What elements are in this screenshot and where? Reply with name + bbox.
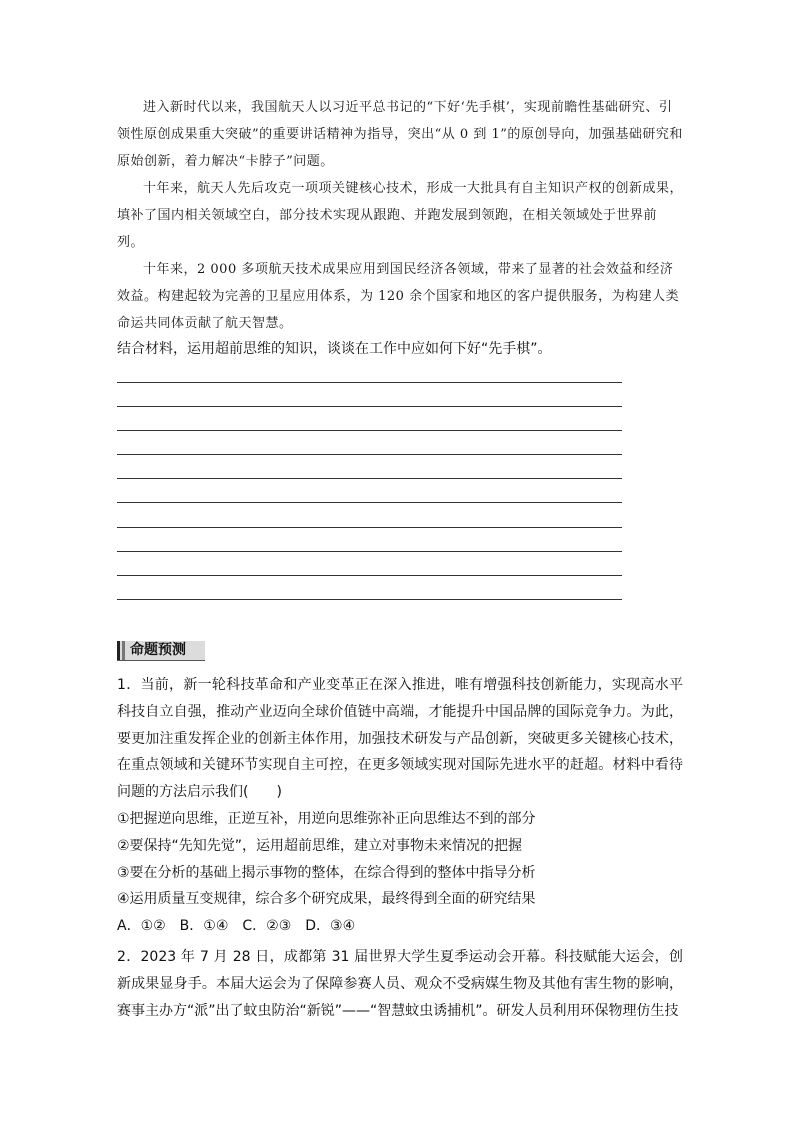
question-1-option-1: ①把握逆向思维，正逆互补，用逆向思维弥补正向思维达不到的部分: [117, 810, 536, 827]
section-header: [117, 641, 205, 661]
material-passage: [117, 94, 683, 337]
question-1-option-2: ②要保持“先知先觉”，运用超前思维，建立对事物未来情况的把握: [117, 837, 523, 854]
question-1-option-3: ③要在分析的基础上揭示事物的整体，在综合得到的整体中指导分析: [117, 864, 536, 881]
answer-line[interactable]: [117, 551, 622, 552]
question-2: [117, 944, 683, 1024]
question-1-stem: 1．当前，新一轮科技革命和产业变革正在深入推进，唯有增强科技创新能力，实现高水平科技自立自强，推动产业迈向全球价值链中高端，才能提升中国品牌的国际竞争力。为此，要更加注重发挥企业的创新主体作用，加强技术研发与产品创新，突破更多关键核心技术，在重点领域和关键环节实现自主可控，在更多领域实现对国际先进水平的赶超。材料中看待问题的方法启示我们( ): [117, 677, 683, 801]
question-2-stem: 2．2023 年 7 月 28 日，成都第 31 届世界大学生夏季运动会开幕。科技赋能大运会，创新成果显身手。本届大运会为了保障参赛人员、观众不受病媒生物及其他有害生物的影响，赛事主办方“派”出了蚊虫防治“新锐”——“智慧蚊虫诱捕机”。研发人员利用环保物理仿生技: [117, 949, 683, 1019]
answer-line[interactable]: [117, 502, 622, 503]
question-1-choices: A．①② B．①④ C．②③ D．③④: [117, 918, 356, 935]
answer-line[interactable]: [117, 527, 622, 528]
answer-line[interactable]: [117, 454, 622, 455]
section-marker-icon: [122, 641, 125, 660]
question-prompt: 结合材料，运用超前思维的知识，谈谈在工作中应如何下好“先手棋”。: [117, 341, 552, 357]
material-paragraph-3: 十年来，2 000 多项航天技术成果应用到国民经济各领域，带来了显著的社会效益和经济效益。构建起较为完善的卫星应用体系，为 120 余个国家和地区的客户提供服务，为构建人类命运共同体贡献了航天智慧。: [117, 262, 680, 331]
material-paragraph-1: 进入新时代以来，我国航天人以习近平总书记的“下好‘先手棋’，实现前瞻性基础研究、引领性原创成果重大突破”的重要讲话精神为指导，突出“从 0 到 1”的原创导向，加强基础研究和原始创新，着力解决“卡脖子”问题。: [117, 100, 683, 169]
answer-line[interactable]: [117, 382, 622, 383]
question-1: [117, 672, 683, 940]
answer-line[interactable]: [117, 478, 622, 479]
answer-line[interactable]: [117, 406, 622, 407]
answer-line[interactable]: [117, 430, 622, 431]
answer-line[interactable]: [117, 599, 622, 600]
answer-lines[interactable]: [117, 382, 622, 623]
answer-line[interactable]: [117, 575, 622, 576]
question-1-option-4: ④运用质量互变规律，综合多个研究成果，最终得到全面的研究结果: [117, 891, 536, 908]
material-paragraph-2: 十年来，航天人先后攻克一项项关键核心技术，形成一大批具有自主知识产权的创新成果，填补了国内相关领域空白，部分技术实现从跟跑、并跑发展到领跑，在相关领域处于世界前列。: [117, 181, 684, 250]
section-marker-icon: [117, 641, 120, 660]
section-title: 命题预测: [130, 642, 186, 658]
